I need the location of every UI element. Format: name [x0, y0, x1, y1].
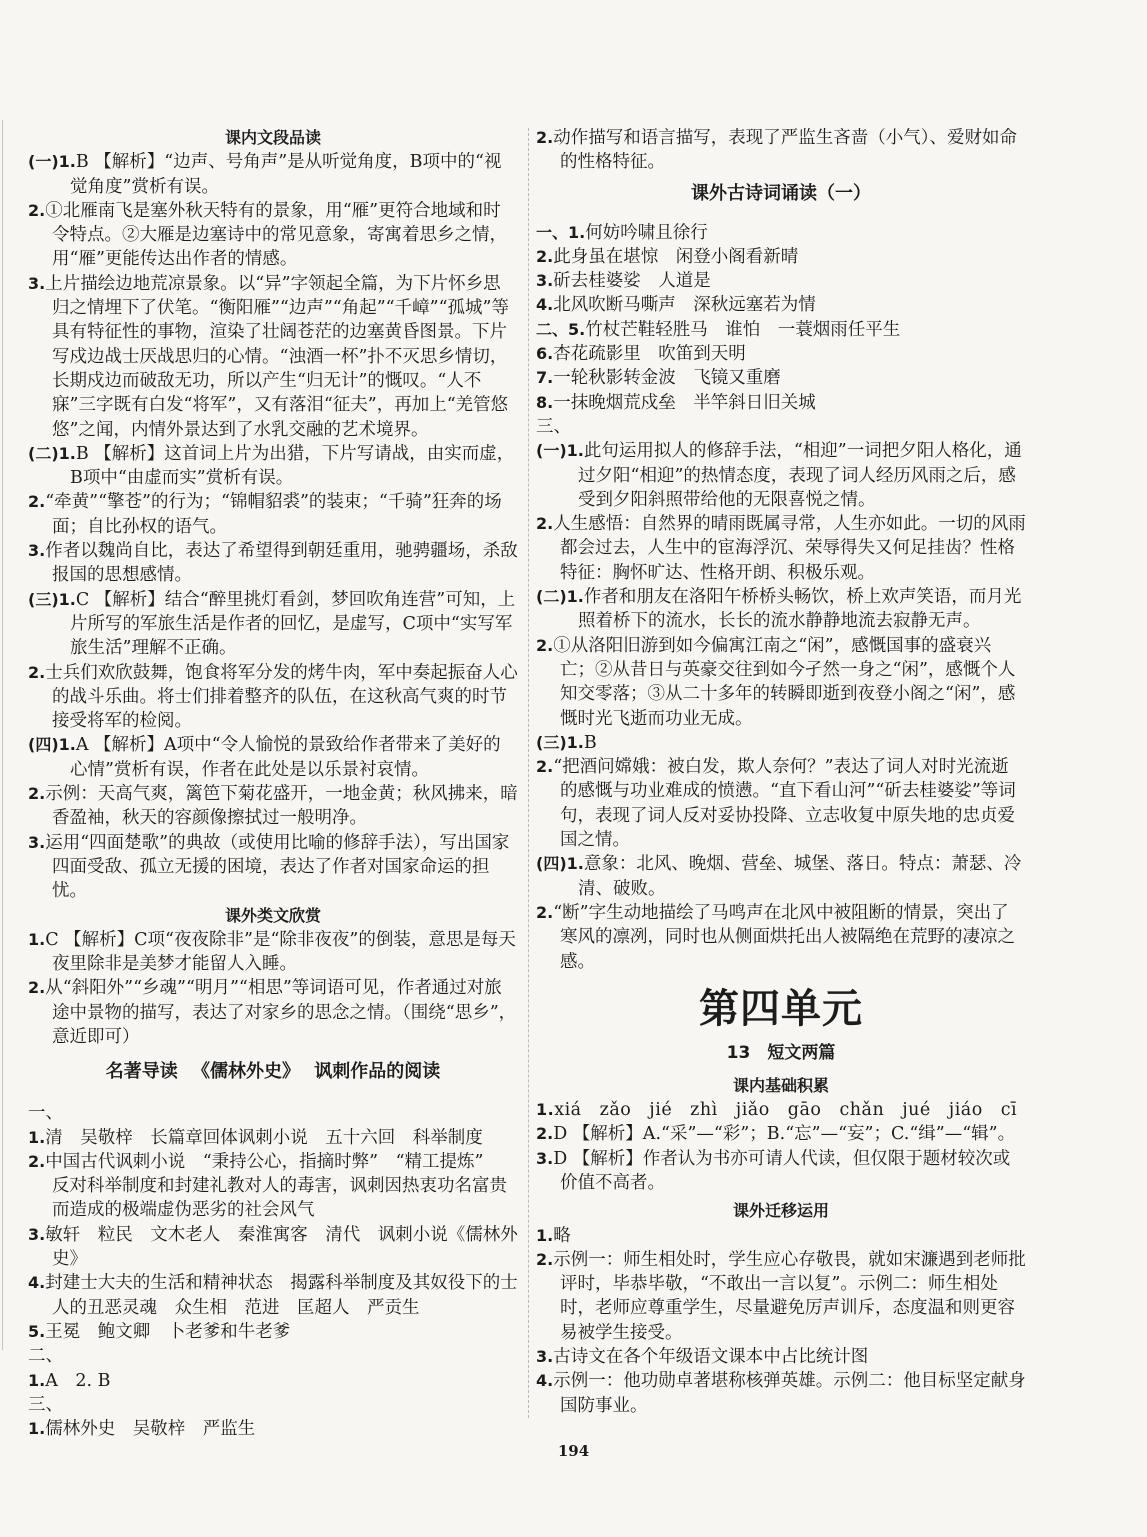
answer-text: D 【解析】作者认为书亦可请人代读，但仅限于题材较次或价值不高者。 [553, 1148, 1011, 1193]
answer-item [536, 439, 1026, 512]
answer-text: C 【解析】C项“夜夜除非”是“除非夜夜”的倒装，意思是每天夜里除非是美梦才能留人入睡。 [45, 929, 516, 975]
answer-text: 示例一：他功勋卓著堪称核弹英雄。示例二：他目标坚定献身国防事业。 [553, 1371, 1026, 1416]
answer-item [28, 442, 518, 491]
answer-item [28, 976, 518, 1049]
answer-item [536, 245, 1026, 269]
answer-text: 此身虽在堪惊 闲登小阁看新晴 [553, 246, 799, 267]
part-label: 一、 [28, 1103, 63, 1124]
answer-item [536, 901, 1026, 974]
answer-text: 王冕 鲍文卿 卜老爹和牛老爹 [45, 1321, 291, 1342]
answer-text: 封建士大夫的生活和精神状态 揭露科举制度及其奴役下的士人的丑恶灵魂 众生相 范进 匡超人 严贡生 [45, 1273, 518, 1318]
answer-item [536, 1147, 1026, 1196]
answer-number: 5. [28, 1321, 46, 1341]
answer-item [536, 512, 1026, 585]
answer-item [536, 1122, 1026, 1146]
answer-text: 上片描绘边地荒凉景象。以“异”字领起全篇，为下片怀乡思归之情埋下了伏笔。“衡阳雁”“边声”“角起”“千嶂”“孤城”等具有特征性的事物，渲染了壮阔苍茫的边塞黄昏图景。下片写戍边战士厌战思归的心情。“浊酒一杯”扑不灭思乡情切，长期戍边而破敌无功，所以产生“归无计”的慨叹。“人不寐”三字既有白发“将军”，又有落泪“征夫”，再加上“羌管悠悠”之闻，内情外景达到了水乳交融的艺术境界。 [45, 273, 509, 440]
answer-item [28, 928, 518, 977]
answer-text: “断”字生动地描绘了马鸣声在北风中被阻断的情景，突出了寒风的凛冽，同时也从侧面烘托出人被隔绝在荒野的凄凉之感。 [553, 902, 1015, 972]
answer-number: 2. [536, 902, 554, 922]
answer-number: 2. [28, 662, 46, 682]
page-number: 194 [557, 1442, 590, 1460]
answer-number: (二)1. [536, 587, 584, 607]
answer-number: 8. [536, 392, 554, 412]
answer-item [536, 755, 1026, 852]
answer-number: 二、5. [536, 319, 586, 339]
answer-item [28, 661, 518, 734]
answer-text: ①北雁南飞是塞外秋天特有的景象，用“雁”更符合地域和时令特点。②大雁是边塞诗中的常见意象，寄寓着思乡之情，用“雁”更能传达出作者的情感。 [45, 200, 507, 270]
right-column [536, 126, 1026, 1418]
section-title-reading: 课内文段品读 [224, 128, 321, 147]
answer-number: 1. [28, 1127, 46, 1147]
answer-item [536, 1248, 1026, 1345]
section-title-poetry: 课外古诗词诵读（一） [691, 182, 871, 204]
answer-item [28, 539, 518, 588]
part-label: 二、 [28, 1346, 63, 1367]
answer-text: 古诗文在各个年级语文课本中占比统计图 [553, 1347, 869, 1368]
answer-item [28, 1320, 518, 1344]
basics-answers [536, 1122, 1026, 1195]
answer-text: 作者和朋友在洛阳午桥桥头畅饮，桥上欢声笑语，而月光照着桥下的流水，长长的流水静静地流去寂静无声。 [578, 587, 1022, 632]
answer-number: 4. [536, 1371, 554, 1391]
answer-number: (四)1. [28, 735, 76, 755]
answer-number: (四)1. [536, 854, 584, 874]
unit-title: 第四单元 [699, 985, 863, 1032]
answer-number: (三)1. [536, 732, 584, 752]
answer-text: 杏花疏影里 吹笛到天明 [553, 344, 746, 365]
section-title-classic-guide: 名著导读 《儒林外史》 讽刺作品的阅读 [105, 1061, 441, 1083]
answer-text: D 【解析】A.“采”—“彩”；B.“忘”—“妄”；C.“缉”—“辑”。 [553, 1124, 1016, 1145]
answer-item [536, 221, 1026, 245]
column-divider [528, 128, 529, 1418]
answer-item [28, 490, 518, 539]
answer-item: 1.A 2. B [28, 1370, 111, 1391]
answer-number: 2. [28, 200, 46, 220]
answer-text: 一轮秋影转金波 飞镜又重磨 [553, 368, 781, 389]
answer-number: 7. [536, 368, 554, 388]
poetry-part-one [536, 221, 1026, 318]
answer-text: 作者以魏尚自比，表达了希望得到朝廷重用，驰骋疆场，杀敌报国的思想感情。 [45, 541, 518, 586]
answer-text: 从“斜阳外”“乡魂”“明月”“相思”等词语可见，作者通过对旅途中景物的描写，表达了对家乡的思念之情。（围绕“思乡”，意近即可） [45, 978, 517, 1047]
answer-number: 2. [536, 246, 554, 266]
answer-number: 4. [28, 1273, 46, 1293]
answer-item [536, 293, 1026, 317]
answer-item [536, 391, 1026, 415]
answer-item [536, 318, 1026, 342]
answer-text: 何妨吟啸且徐行 [585, 222, 708, 243]
answer-item [536, 585, 1026, 634]
answer-text: B [583, 732, 597, 753]
answer-text: ①从洛阳旧游到如今偏寓江南之“闲”，感慨国事的盛衰兴亡；②从昔日与英豪交往到如今孑然一身之“闲”，感慨个人知交零落；③从二十多年的转瞬即逝到夜登小阁之“闲”，感慨时光飞逝而功业无成。 [553, 635, 1016, 729]
answer-item [28, 272, 518, 442]
answer-text: 意象：北风、晚烟、营垒、城堡、落日。特点：萧瑟、冷清、破败。 [578, 854, 1022, 899]
poetry-part-two [536, 318, 1026, 415]
pinyin-answer: 1.xiá zǎo jié zhì jiǎo gāo chǎn jué jiáo cī [536, 1100, 1018, 1121]
answer-text: 敏轩 粒民 文木老人 秦淮寓客 清代 讽刺小说《儒林外史》 [45, 1224, 518, 1270]
answer-item [28, 1271, 518, 1320]
answer-item [28, 1126, 518, 1150]
answer-number: 6. [536, 344, 554, 364]
classic-guide-answers [28, 1126, 518, 1345]
answer-item [536, 852, 1026, 901]
answer-text: 北风吹断马嘶声 深秋远塞若为情 [553, 295, 816, 316]
answer-number: 2. [28, 784, 46, 804]
answer-number: 1. [536, 1225, 554, 1245]
answer-number: 4. [536, 295, 554, 315]
answer-text: A 【解析】A项中“令人愉悦的景致给作者带来了美好的心情”赏析有误，作者在此处是以乐景衬哀情。 [70, 735, 501, 780]
answer-text: 一抹晚烟荒戍垒 半竿斜日旧关城 [553, 392, 816, 413]
answer-number: 2. [536, 1124, 554, 1144]
answer-item [28, 150, 518, 199]
answer-number: 3. [28, 1224, 46, 1244]
answer-item: 1.儒林外史 吴敬梓 严监生 [28, 1419, 256, 1440]
extra-reading-answers [28, 928, 518, 1049]
answer-number: 3. [536, 1347, 554, 1367]
answer-number: 2. [536, 635, 554, 655]
answer-number: (一)1. [28, 152, 76, 172]
answer-number: 2. [536, 1249, 554, 1269]
answer-text: 示例一：师生相处时，学生应心存敬畏，就如宋濂遇到老师批评时，毕恭毕敬，“不敢出一言以复”。示例二：师生相处时，老师应尊重学生，尽量避免厉声训斥，态度温和则更容易被学生接受。 [553, 1249, 1026, 1343]
transfer-answers [536, 1224, 1026, 1418]
reading-answers [28, 150, 518, 903]
answer-item [28, 588, 518, 661]
answer-item [536, 366, 1026, 390]
answer-text: “牵黄”“擎苍”的行为；“锦帽貂裘”的装束；“千骑”狂奔的场面；自比孙权的语气。 [45, 492, 502, 537]
section-title-basics: 课内基础积累 [732, 1075, 829, 1095]
answer-text: 人生感悟：自然界的晴雨既属寻常，人生亦如此。一切的风雨都会过去，人生中的宦海浮沉、荣辱得失又何足挂齿？性格特征：胸怀旷达、性格开朗、积极乐观。 [553, 514, 1026, 583]
answer-text: 略 [553, 1225, 571, 1246]
answer-text: 中国古代讽刺小说 “秉持公心，指摘时弊” “精工提炼” 反对科举制度和封建礼教对人的毒害，讽刺因热衷功名富贵而造成的极端虚伪恶劣的社会风气 [45, 1151, 507, 1221]
answer-number: 3. [536, 271, 554, 291]
answer-text: B 【解析】这首词上片为出猎，下片写请战，由实而虚，B项中“由虚而实”赏析有误。 [70, 443, 515, 489]
answer-text: “把酒问嫦娥：被白发，欺人奈何？”表达了词人对时光流逝的感慨与功业难成的愤懑。“直下看山河”“斫去桂婆娑”等词句，表现了词人反对妥协投降、立志收复中原失地的忠贞爱国之情。 [553, 757, 1016, 851]
answer-item [28, 831, 518, 904]
answer-text: 运用“四面楚歌”的典故（或使用比喻的修辞手法），写出国家四面受敌、孤立无援的困境，表达了作者对国家命运的担忧。 [45, 832, 510, 902]
answer-number: (三)1. [28, 589, 76, 609]
answer-text: 示例：天高气爽，篱笆下菊花盛开，一地金黄；秋风拂来，暗香盈袖，秋天的容颜像擦拭过一般明净。 [45, 784, 518, 829]
answer-number: (一)1. [536, 441, 584, 461]
answer-number: 2. [28, 492, 46, 512]
answer-text: 清 吴敬梓 长篇章回体讽刺小说 五十六回 科举制度 [45, 1127, 483, 1148]
answer-item [536, 1224, 1026, 1248]
answer-text: B 【解析】“边声、号角声”是从听觉角度，B项中的“视觉角度”赏析有误。 [70, 152, 502, 197]
part-label: 三、 [28, 1394, 63, 1415]
answer-text: C 【解析】结合“醉里挑灯看剑，梦回吹角连营”可知，上片所写的军旅生活是作者的回忆，是虚写，C项中“实写军旅生活”理解不正确。 [70, 589, 516, 659]
answer-number: 2. [28, 1151, 46, 1171]
answer-item [28, 1150, 518, 1223]
answer-item [536, 634, 1026, 731]
answer-item: 2.动作描写和语言描写，表现了严监生吝啬（小气）、爱财如命的性格特征。 [536, 128, 1017, 173]
answer-number: 一、1. [536, 222, 586, 242]
answer-number: 3. [28, 541, 46, 561]
answer-number: 3. [536, 1148, 554, 1168]
answer-item [536, 342, 1026, 366]
answer-number: 3. [28, 832, 46, 852]
answer-number: 2. [28, 978, 46, 998]
section-title-transfer: 课外迁移运用 [732, 1201, 829, 1221]
answer-item [28, 1223, 518, 1272]
answer-number: 2. [536, 514, 554, 534]
answer-item [536, 1369, 1026, 1418]
answer-item [28, 733, 518, 782]
answer-number: 2. [536, 757, 554, 777]
answer-number: 1. [28, 929, 46, 949]
answer-text: 士兵们欢欣鼓舞，饱食将军分发的烤牛肉，军中奏起振奋人心的战斗乐曲。将士们排着整齐的队伍，在这秋高气爽的时节接受将军的检阅。 [45, 662, 518, 732]
section-title-extra-reading: 课外类文欣赏 [224, 905, 321, 925]
answer-item [28, 782, 518, 831]
poetry-part-three [536, 439, 1026, 974]
part-label: 三、 [536, 416, 571, 437]
answer-item [536, 731, 1026, 755]
answer-number: 3. [28, 273, 46, 293]
left-column [28, 126, 518, 1441]
lesson-title: 13 短文两篇 [726, 1042, 836, 1063]
answer-text: 斫去桂婆娑 人道是 [553, 271, 711, 292]
answer-item [28, 199, 518, 272]
binding-edge [0, 120, 8, 1350]
answer-text: 此句运用拟人的修辞手法，“相迎”一词把夕阳人格化，通过夕阳“相迎”的热情态度，表现了词人经历风雨之后，感受到夕阳斜照带给他的无限喜悦之情。 [578, 441, 1022, 510]
answer-item [536, 269, 1026, 293]
answer-text: 竹杖芒鞋轻胜马 谁怕 一蓑烟雨任平生 [585, 319, 901, 340]
answer-item [536, 1345, 1026, 1369]
answer-number: (二)1. [28, 443, 76, 463]
